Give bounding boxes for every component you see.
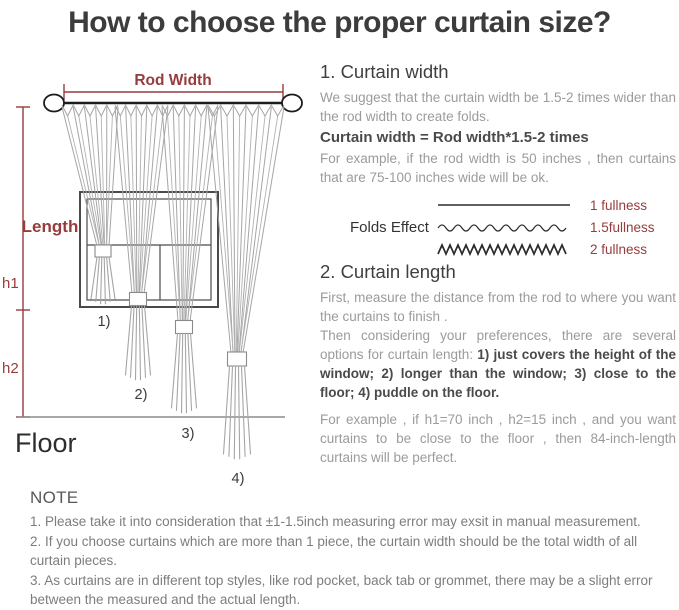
floor-label: Floor [15,428,77,458]
section1-para1: We suggest that the curtain width be 1.5-2 times wider than the rod width to create folds. [320,90,676,124]
curtain-label-1: 1) [97,314,111,330]
section2-para1: First, measure the distance from the rod to where you want the curtains to finish . [320,290,676,324]
fullness-1-5-label: 1.5fullness [590,219,655,235]
fold-line-wavy [436,216,578,238]
section1-heading: 1. Curtain width [320,61,449,82]
curtain-label-2: 2) [134,387,148,403]
section2-para2-options: 1) just covers the height of the window; 2) longer than the window; 3) close to the floor; 4) puddle on the floor. [320,347,676,400]
folds-effect-label: Folds Effect [350,218,429,236]
h2-label: h2 [2,360,19,377]
note-item-2: 2. If you choose curtains which are more than 1 piece, the curtain width should be the total width of all curtain pieces. [30,533,638,568]
section2-para2 [320,326,676,402]
folds-effect-legend [320,194,676,260]
length-label: Length [21,217,79,236]
fullness-1-label: 1 fullness [590,197,648,213]
curtain-width-formula: Curtain width = Rod width*1.5-2 times [320,129,589,146]
fold-line-straight [436,194,578,216]
rod-finial-left [44,95,64,112]
rod-width-label: Rod Width [134,72,212,89]
h1-label: h1 [2,275,19,292]
section2-para3: For example , if h1=70 inch , h2=15 inch , and you want curtains to be close to the floor , then 84-inch-length curtains will be perfect. [320,412,676,465]
page-title: How to choose the proper curtain size? [68,6,611,39]
note-heading: NOTE [30,488,79,507]
curtain-label-4: 4) [231,471,245,487]
curtain-label-3: 3) [181,426,195,442]
fold-line-zigzag [436,238,578,260]
section-curtain-length [320,260,676,467]
section2-heading: 2. Curtain length [320,261,456,282]
section1-para2: For example, if the rod width is 50 inches , then curtains that are 75-100 inches wide will be ok. [320,151,676,185]
curtain-panels [62,105,284,459]
curtain-size-diagram [0,55,340,500]
section2-para2-normal: Then considering your preferences, there are several options for curtain length: [320,328,676,362]
section-curtain-width [320,60,676,187]
fullness-2-label: 2 fullness [590,241,648,257]
note-item-3: 3. As curtains are in different top styles, like rod pocket, back tab or grommet, there may be a slight error between the measured and the actual length. [30,572,653,607]
note-section [30,487,676,610]
note-item-1: 1. Please take it into consideration that ±1-1.5inch measuring error may exsit in manual measurement. [30,514,641,529]
rod-finial-right [282,95,302,112]
